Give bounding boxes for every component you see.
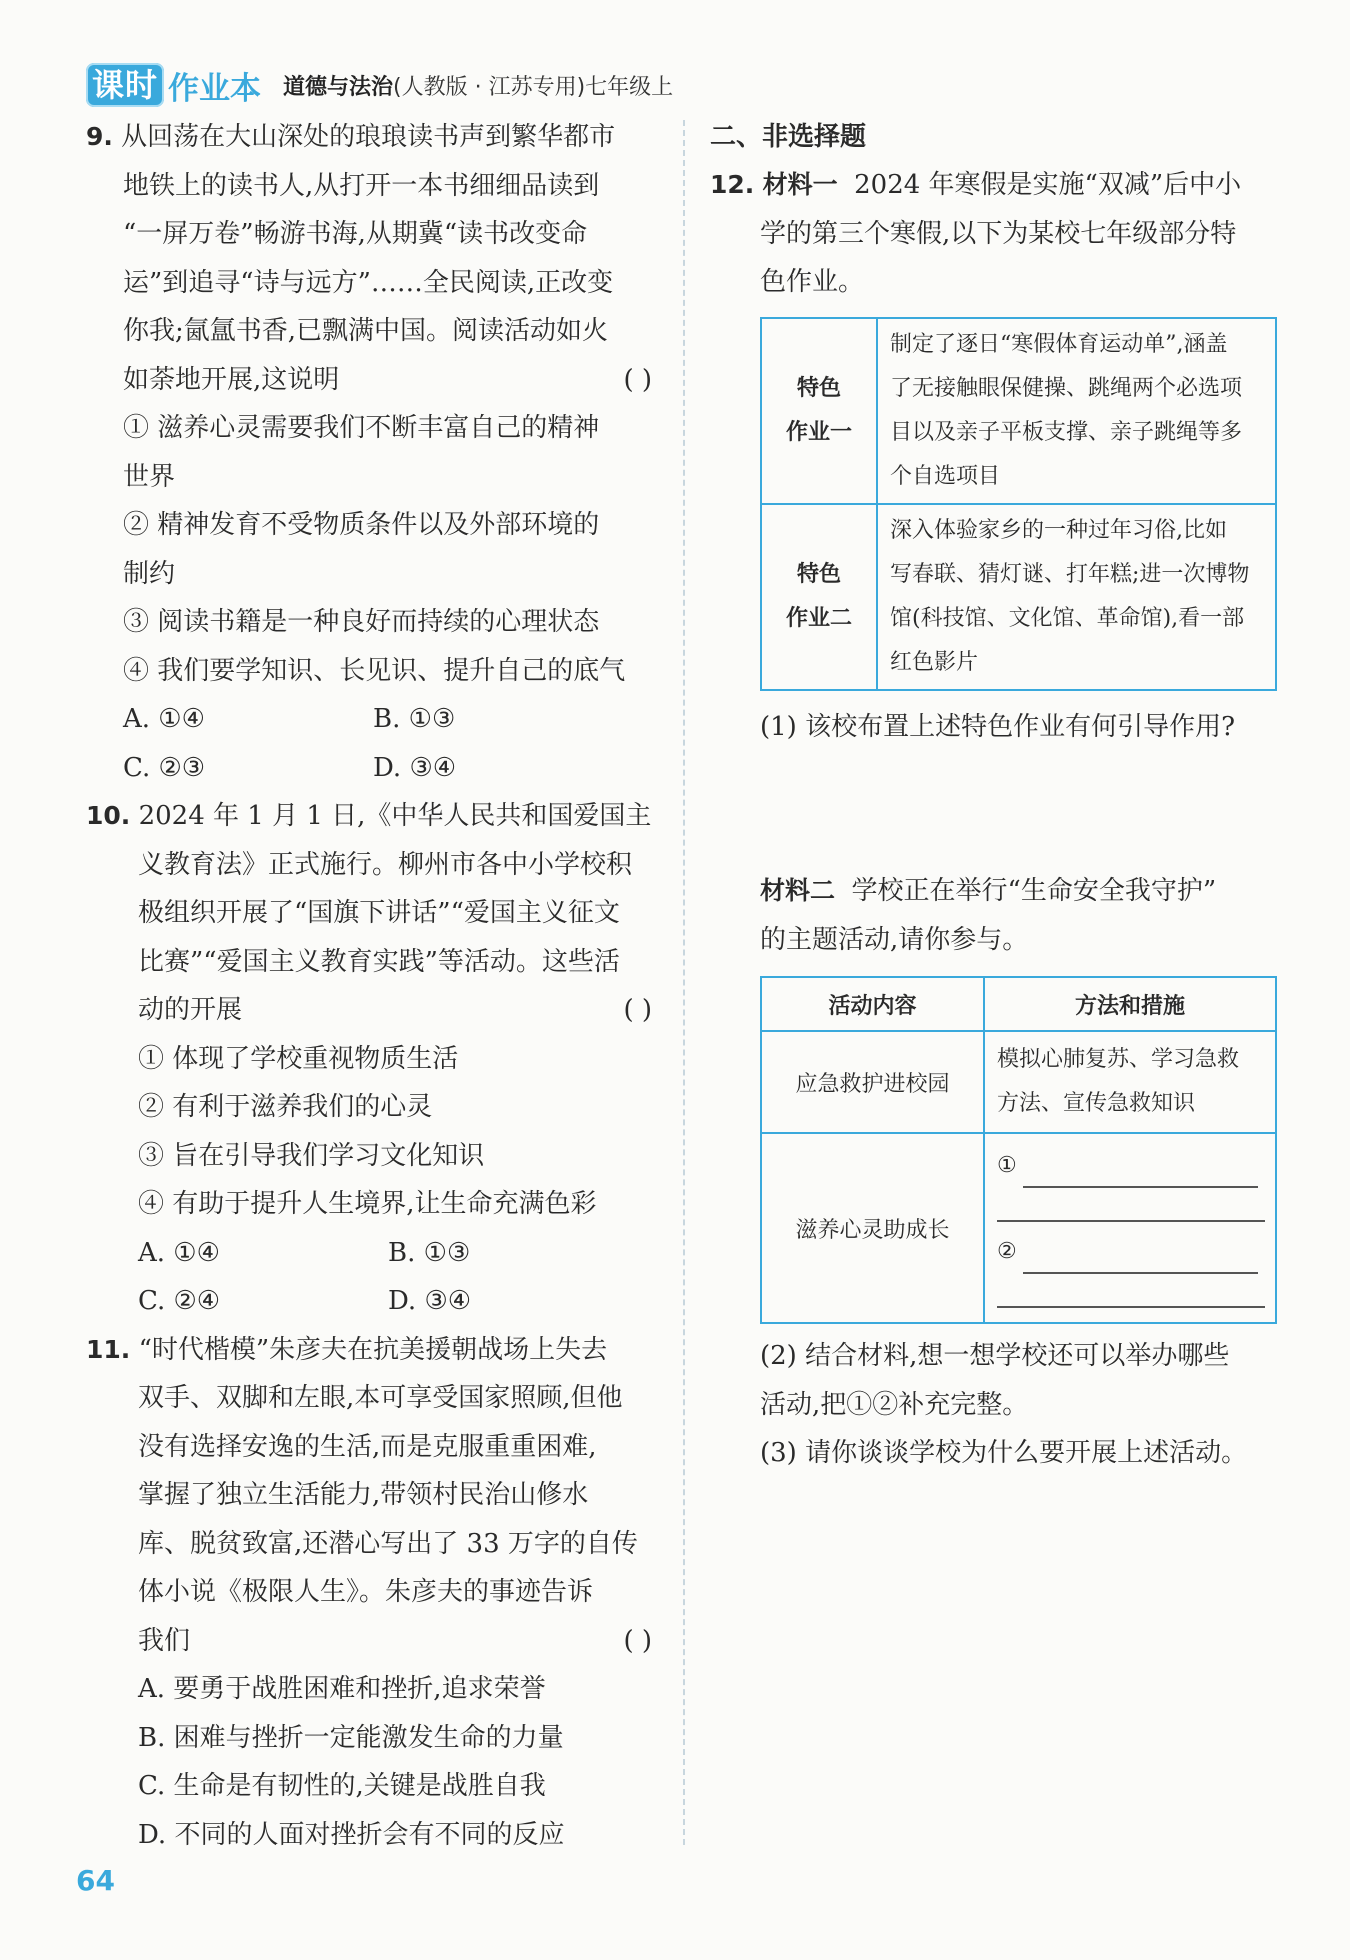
page-number: 64 xyxy=(76,1864,115,1897)
table-cell: 应急救护进校园 xyxy=(761,1031,984,1133)
fill-blank[interactable] xyxy=(1023,1244,1258,1274)
question-number: 11. xyxy=(86,1334,131,1364)
statement-item: ② 有利于滋养我们的心灵 xyxy=(138,1092,433,1122)
right-column xyxy=(710,113,1280,1478)
option-a[interactable]: A. 要勇于战胜困难和挫折,追求荣誉 xyxy=(138,1674,546,1704)
table-cell: 模拟心肺复苏、学习急救 方法、宣传急救知识 xyxy=(984,1031,1276,1133)
option-d[interactable]: D. ③④ xyxy=(388,1286,472,1316)
answer-parentheses: ( ) xyxy=(623,1625,652,1656)
question-number: 12. xyxy=(710,170,755,199)
table-row xyxy=(761,1031,1276,1133)
header-edition: (人教版 · 江苏专用)七年级上 xyxy=(393,74,674,100)
question-10: 10. 2024 年 1 月 1 日,《中华人民共和国爱国主 义教育法》正式施行。柳州市各中小学校积 极组织开展了“国旗下讲话”“爱国主义征文 比赛”“爱国主义教育实践”等活动。这些活 动的开展 ( ) ① 体现了学校重视物质生活 ② 有利于滋养我们的心灵 ③ 旨在引导我们学习文化知识 ④ 有助于提升人生境界,让生命充满色彩 A. ①④ B. ①③ C. ②④ D. ③④ xyxy=(86,792,656,1326)
homework-table xyxy=(760,317,1277,691)
option-a[interactable]: A. ①④ xyxy=(123,704,205,734)
statement-item: ③ 旨在引导我们学习文化知识 xyxy=(138,1140,485,1171)
table-row xyxy=(761,1133,1276,1323)
question-9: 9. 从回荡在大山深处的琅琅读书声到繁华都市 地铁上的读书人,从打开一本书细细品读到 “一屏万卷”畅游书海,从期冀“读书改变命 运”到追寻“诗与远方”……全民阅读,正改变 你我;氤氲书香,已飘满中国。阅读活动如火 如荼地开展,这说明 ( ) ① 滋养心灵需要我们不断丰富自己的精神 世界 ② 精神发育不受物质条件以及外部环境的 制约 ③ 阅读书籍是一种良好而持续的心理状态 ④ 我们要学知识、长见识、提升自己的底气 A. ①④ B. ①③ C. ②③ D. ③④ xyxy=(86,113,656,792)
sub-question-1: (1) 该校布置上述特色作业有何引导作用? xyxy=(760,711,1236,742)
option-b[interactable]: B. 困难与挫折一定能激发生命的力量 xyxy=(138,1722,564,1753)
answer-parentheses: ( ) xyxy=(623,364,652,395)
table-row-header: 特色 作业二 xyxy=(761,504,877,690)
page-header xyxy=(86,62,673,108)
fill-blank[interactable] xyxy=(1023,1158,1258,1188)
option-c[interactable]: C. 生命是有韧性的,关键是战胜自我 xyxy=(138,1771,546,1801)
question-number: 9. xyxy=(86,122,113,151)
sub-question-3: (3) 请你谈谈学校为什么要开展上述活动。 xyxy=(760,1438,1248,1468)
column-header: 活动内容 xyxy=(761,977,984,1031)
brand-logo xyxy=(86,63,261,108)
option-d[interactable]: D. ③④ xyxy=(373,752,457,783)
column-header: 方法和措施 xyxy=(984,977,1276,1031)
answer-space[interactable] xyxy=(710,751,1280,867)
question-11: 11. “时代楷模”朱彦夫在抗美援朝战场上失去 双手、双脚和左眼,本可享受国家照顾,但他 没有选择安逸的生活,而是克服重重困难, 掌握了独立生活能力,带领村民治山修水 库、脱贫致富,还潜心写出了 33 万字的自传 体小说《极限人生》。朱彦夫的事迹告诉 我们 ( ) A. 要勇于战胜困难和挫折,追求荣誉 B. 困难与挫折一定能激发生命的力量 C. 生命是有韧性的,关键是战胜自我 D. 不同的人面对挫折会有不同的反应 xyxy=(86,1326,656,1860)
statement-item: ③ 阅读书籍是一种良好而持续的心理状态 xyxy=(123,607,600,637)
question-12: 12. 材料一 2024 年寒假是实施“双减”后中小 学的第三个寒假,以下为某校七年级部分特 色作业。 xyxy=(710,161,1280,307)
option-b[interactable]: B. ①③ xyxy=(373,704,456,734)
option-b[interactable]: B. ①③ xyxy=(388,1237,471,1268)
material-label: 材料二 xyxy=(760,876,836,905)
fill-blank[interactable] xyxy=(997,1274,1265,1308)
statement-item: ① 体现了学校重视物质生活 xyxy=(138,1043,459,1074)
option-c[interactable]: C. ②③ xyxy=(123,752,206,783)
options-row xyxy=(86,1229,656,1278)
table-cell: 制定了逐日“寒假体育运动单”,涵盖 了无接触眼保健操、跳绳两个必选项 目以及亲子平板支撑、亲子跳绳等多 个自选项目 xyxy=(877,318,1276,504)
table-header-row xyxy=(761,977,1276,1031)
column-divider xyxy=(683,120,685,1845)
question-number: 10. xyxy=(86,801,131,830)
answer-parentheses: ( ) xyxy=(623,995,652,1025)
material-two: 材料二 学校正在举行“生命安全我守护” 的主题活动,请你参与。 xyxy=(760,876,1217,955)
option-d[interactable]: D. 不同的人面对挫折会有不同的反应 xyxy=(138,1819,565,1850)
table-cell: 滋养心灵助成长 xyxy=(761,1133,984,1323)
table-cell: ① ② xyxy=(984,1133,1276,1323)
left-column xyxy=(86,113,656,1859)
statement-item: ② 精神发育不受物质条件以及外部环境的 xyxy=(123,510,600,540)
header-subject: 道德与法治 xyxy=(283,74,394,100)
fill-blank[interactable] xyxy=(997,1188,1265,1222)
section-title: 二、非选择题 xyxy=(710,122,867,152)
statement-item: ① 滋养心灵需要我们不断丰富自己的精神 xyxy=(123,413,600,443)
material-label: 材料一 xyxy=(762,170,838,199)
options-row xyxy=(86,744,656,793)
activity-table xyxy=(760,976,1277,1324)
options-row xyxy=(86,695,656,744)
table-row-header: 特色 作业一 xyxy=(761,318,877,504)
table-cell: 深入体验家乡的一种过年习俗,比如 写春联、猜灯谜、打年糕;进一次博物 馆(科技馆、文化馆、革命馆),看一部 红色影片 xyxy=(877,504,1276,690)
table-row xyxy=(761,504,1276,690)
option-a[interactable]: A. ①④ xyxy=(138,1237,220,1268)
table-row xyxy=(761,318,1276,504)
logo-text: 作业本 xyxy=(168,70,262,107)
logo-badge: 课时 xyxy=(86,63,164,107)
statement-item: ④ 我们要学知识、长见识、提升自己的底气 xyxy=(123,655,626,686)
options-row xyxy=(86,1277,656,1326)
sub-question-2: (2) 结合材料,想一想学校还可以举办哪些 活动,把①②补充完整。 xyxy=(760,1341,1230,1420)
option-c[interactable]: C. ②④ xyxy=(138,1286,221,1316)
statement-item: ④ 有助于提升人生境界,让生命充满色彩 xyxy=(138,1189,597,1219)
